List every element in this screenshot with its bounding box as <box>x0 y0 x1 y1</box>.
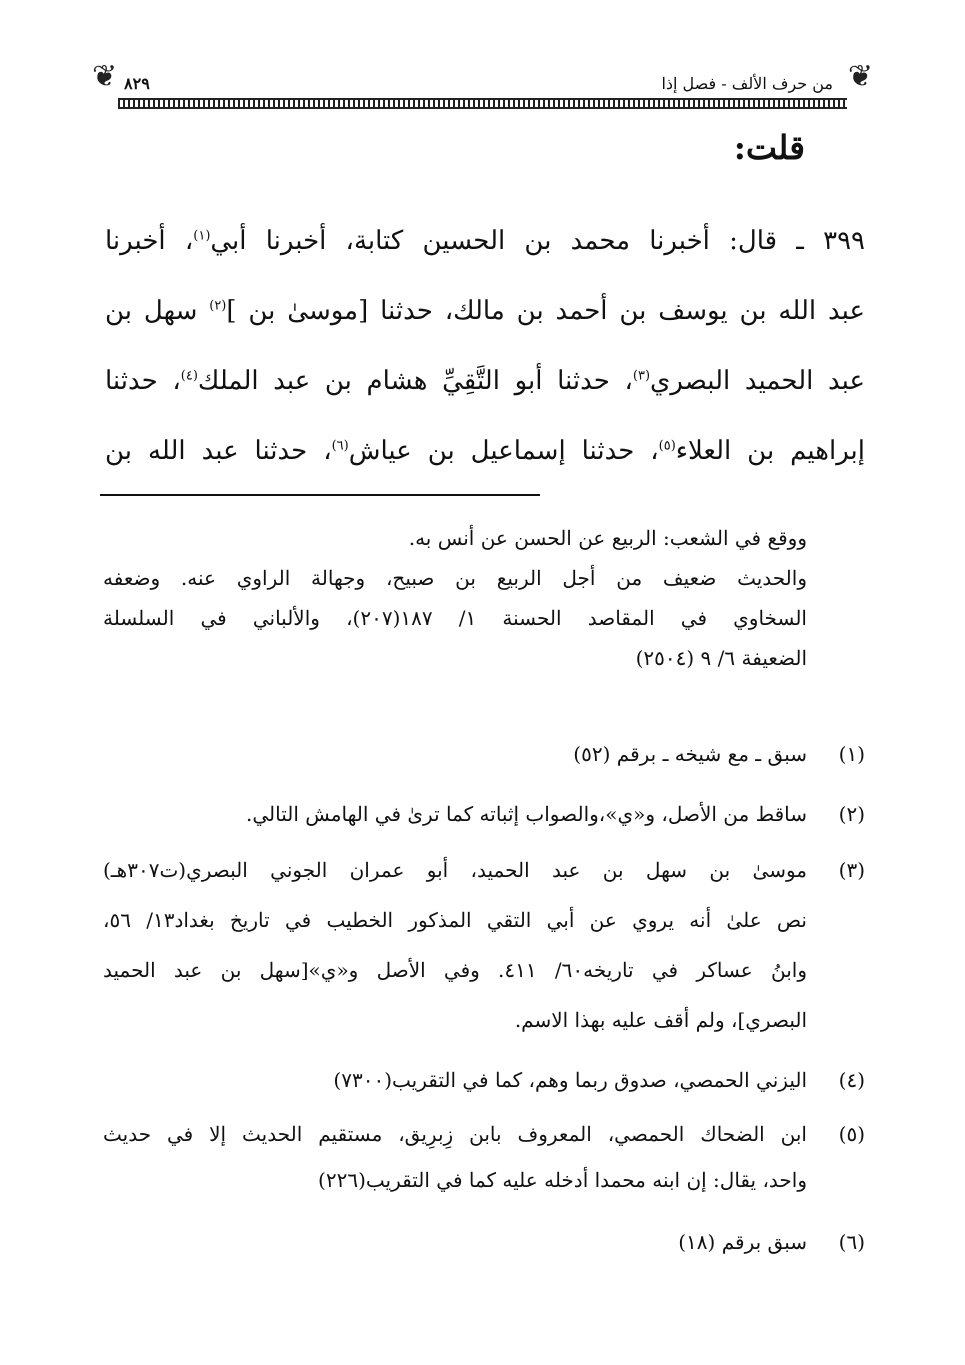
footnote-divider <box>100 494 540 496</box>
floral-ornament-icon: ❦ <box>847 59 873 94</box>
footnote-continuation <box>103 518 807 678</box>
header-decorative-rule <box>118 98 847 109</box>
main-text-line: عبد الله بن يوسف بن أحمد بن مالك، حدثنا [موسىٰ بن ]$^{(٢)}$ سهل بن <box>105 296 865 326</box>
footnote-line: سبق ـ مع شيخه ـ برقم (٥٢) <box>573 742 807 766</box>
main-text-line: ٣٩٩ ـ قال: أخبرنا محمد بن الحسين كتابة، أخبرنا أبي$^{(١)}$، أخبرنا <box>105 226 866 256</box>
footnote-line: الضعيفة ٦/ ٩ (٢٥٠٤) <box>635 646 807 670</box>
footnote-number: (١) <box>838 742 865 766</box>
section-heading: قلت: <box>733 128 805 167</box>
footnote-ref: (٣) <box>632 368 651 384</box>
footnote-number: (٥) <box>838 1122 865 1146</box>
footnote-number: (٣) <box>838 858 865 882</box>
main-text-line: عبد الحميد البصري$^{(٣)}$، حدثنا أبو التَّقِيِّ هشام بن عبد الملك$^{(٤)}$، حدثنا <box>105 366 865 396</box>
footnote-number: (٦) <box>838 1230 865 1254</box>
footnote-line: ابن الضحاك الحمصي، المعروف بابن زِبرِيق، مستقيم الحديث إلا في حديث <box>103 1122 807 1146</box>
footnote-line: واحد، يقال: إن ابنه محمدا أدخله عليه كما في التقريب(٢٢٦) <box>318 1168 807 1192</box>
footnote-line: موسىٰ بن سهل بن عبد الحميد، أبو عمران الجوني البصري(ت٣٠٧هـ) <box>103 858 807 882</box>
footnote-line: السخاوي في المقاصد الحسنة ١/ ١٨٧(٢٠٧)، والألباني في السلسلة <box>103 606 807 630</box>
footnote-ref: (٤) <box>180 368 198 384</box>
footnote-line: سبق برقم (١٨) <box>678 1230 807 1254</box>
footnote-line: نص علىٰ أنه يروي عن أبي التقي المذكور الخطيب في تاريخ بغداد١٣/ ٥٦، <box>103 908 807 932</box>
main-text <box>105 206 865 486</box>
footnote-line: البصري]، ولم أقف عليه بهذا الاسم. <box>514 1008 807 1032</box>
footnote-ref: (٢) <box>209 298 227 314</box>
running-title: من حرف الألف - فصل إذا <box>661 74 833 93</box>
footnote-ref: (١) <box>193 228 211 244</box>
footnote-number: (٢) <box>838 802 865 826</box>
page-header <box>92 58 873 108</box>
footnote-ref: (٥) <box>658 438 676 454</box>
footnote-line: والحديث ضعيف من أجل الربيع بن صبيح، وجهالة الراوي عنه. وضعفه <box>103 566 807 590</box>
footnote-ref: (٦) <box>331 438 349 454</box>
footnote-line: اليزني الحمصي، صدوق ربما وهم، كما في التقريب(٧٣٠٠) <box>333 1068 807 1092</box>
footnote-line: ووقع في الشعب: الربيع عن الحسن عن أنس به. <box>408 526 807 550</box>
footnote-number: (٤) <box>838 1068 865 1092</box>
footnote-line: ساقط من الأصل، و«ي»،والصواب إثباته كما ترىٰ في الهامش التالي. <box>246 802 807 826</box>
main-text-line: إبراهيم بن العلاء$^{(٥)}$، حدثنا إسماعيل بن عياش$^{(٦)}$، حدثنا عبد الله بن <box>105 436 866 466</box>
footnote-line: وابنُ عساكر في تاريخه٦٠/ ٤١١. وفي الأصل و«ي»[سهل بن عبد الحميد <box>103 958 807 982</box>
page-number: ٨٢٩ <box>124 74 150 93</box>
floral-ornament-icon: ❦ <box>92 59 118 94</box>
